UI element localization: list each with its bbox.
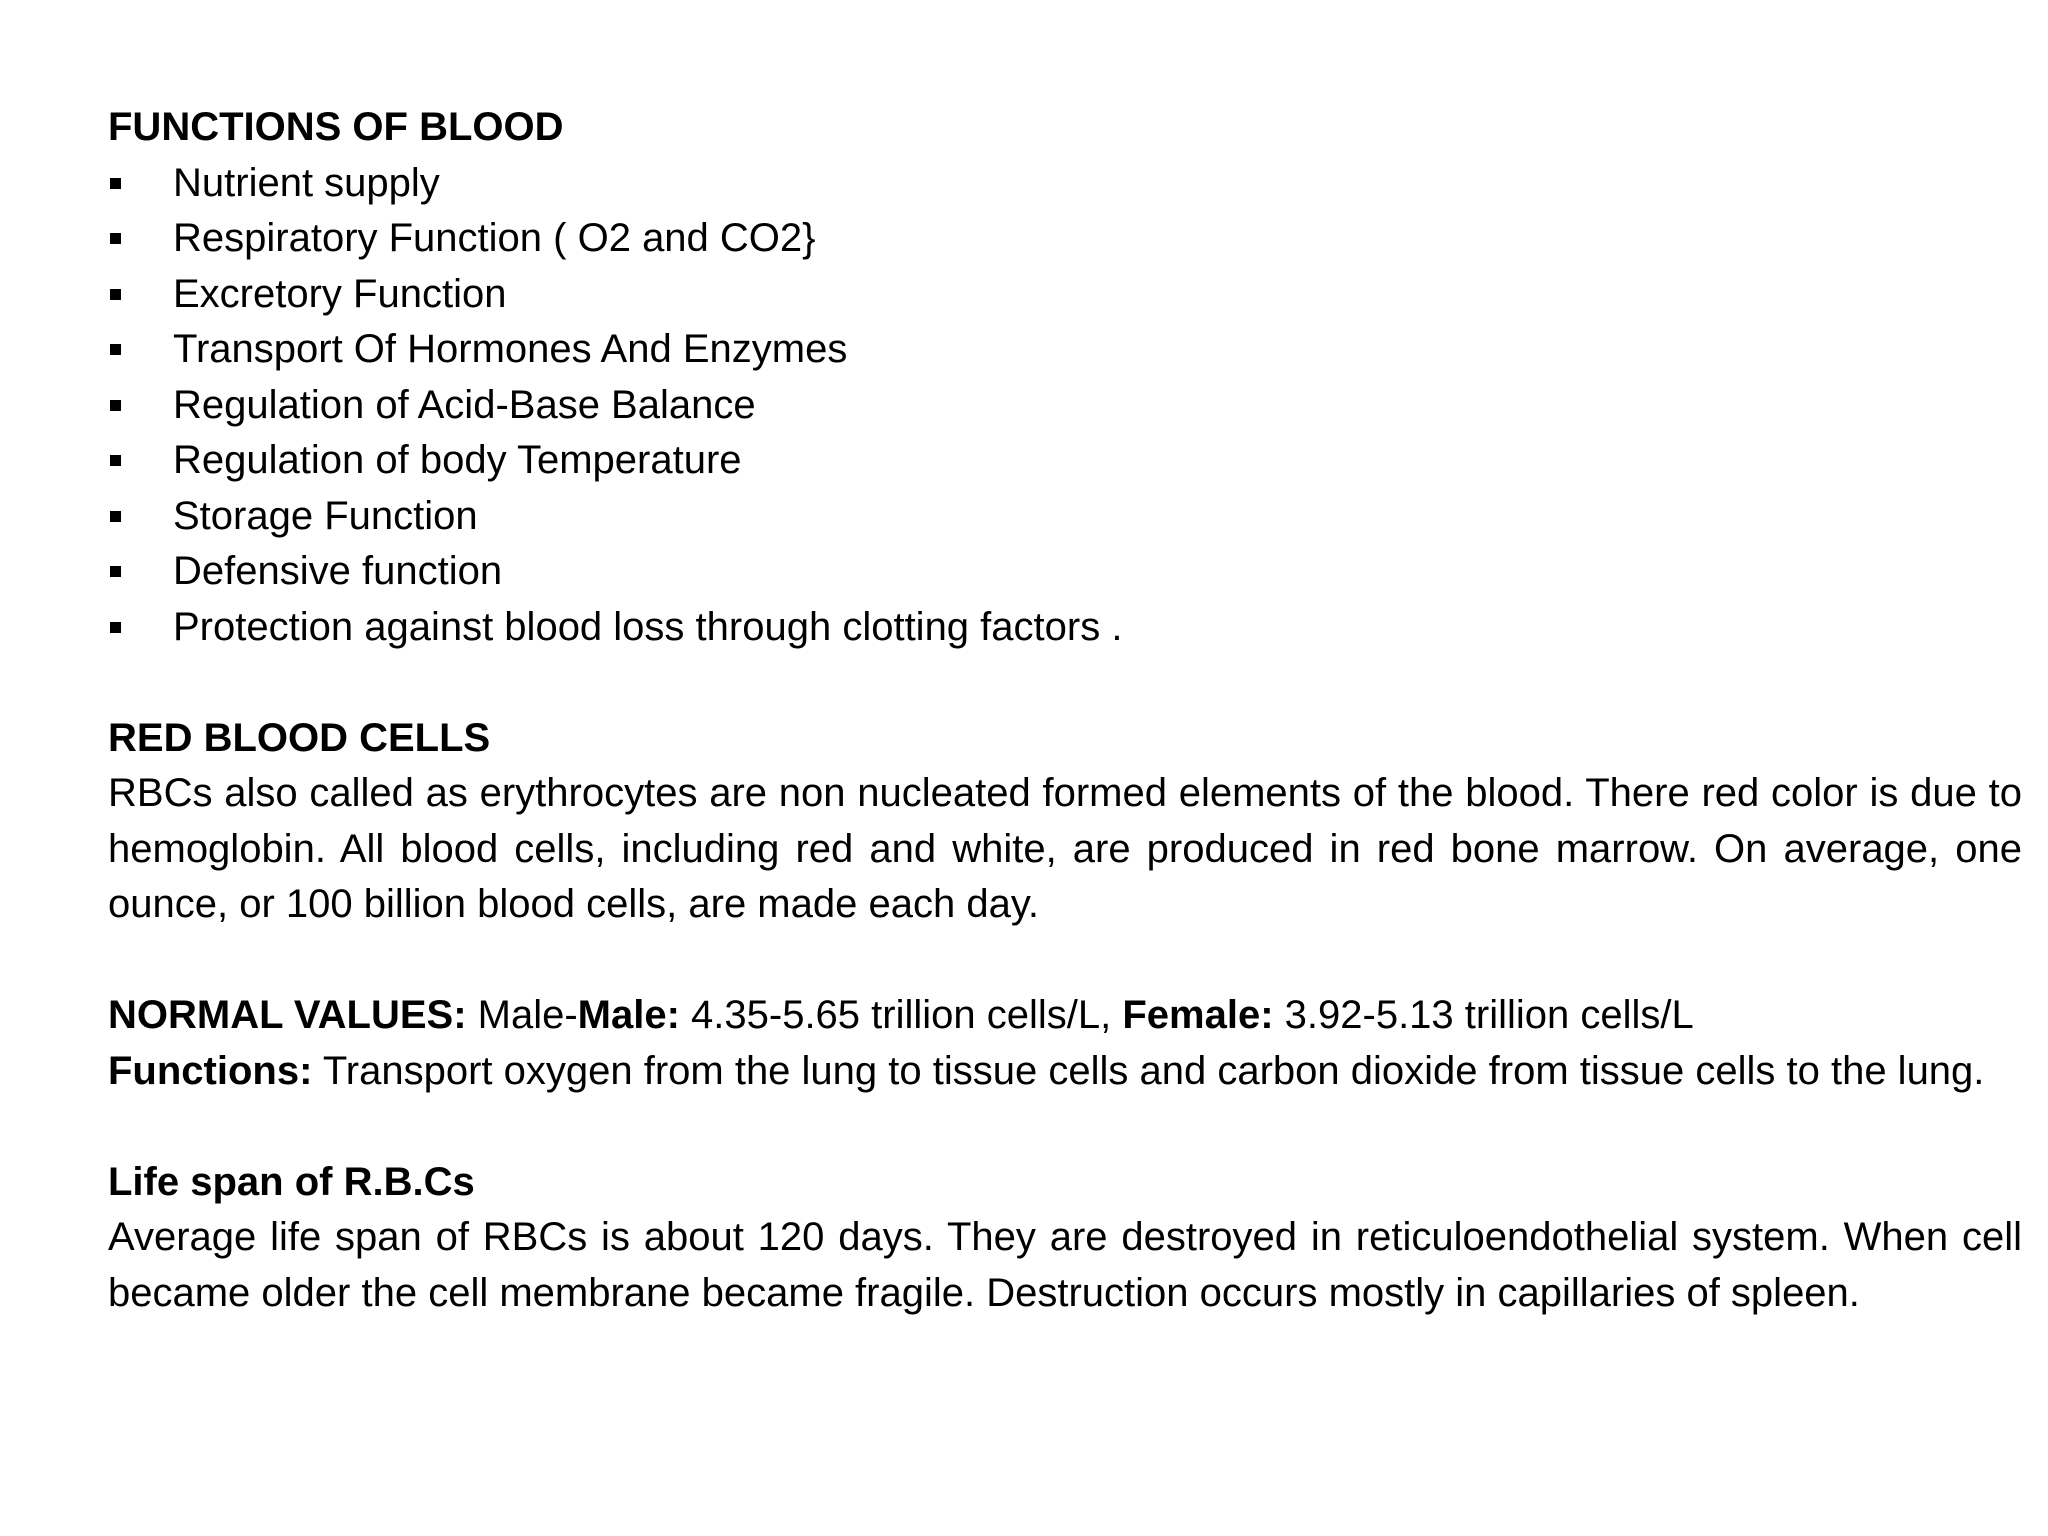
list-item: Defensive function: [108, 544, 2022, 600]
functions-list: [108, 156, 2022, 656]
slide-content: [108, 100, 2022, 1321]
square-bullet-icon: [110, 511, 121, 522]
rbc-heading: RED BLOOD CELLS: [108, 715, 491, 760]
lifespan-paragraph: Average life span of RBCs is about 120 days. They are destroyed in reticuloendothelial system. When cell became older the cell membrane became fragile. Destruction occurs mostly in capillaries of spleen.: [108, 1215, 2022, 1315]
male-label: Male:: [577, 993, 680, 1037]
normal-values-label: NORMAL VALUES:: [108, 993, 467, 1037]
square-bullet-icon: [110, 400, 121, 411]
square-bullet-icon: [110, 344, 121, 355]
rbc-functions-paragraph: [108, 1044, 2022, 1100]
female-value: 3.92-5.13 trillion cells/L: [1273, 993, 1694, 1037]
list-item: Protection against blood loss through clotting factors .: [108, 600, 2022, 656]
spacer: [108, 1099, 2022, 1155]
normal-values-prefix: Male-: [466, 993, 578, 1037]
list-item: Excretory Function: [108, 267, 2022, 323]
list-item: Respiratory Function ( O2 and CO2}: [108, 211, 2022, 267]
male-value: 4.35-5.65 trillion cells/L,: [679, 993, 1112, 1037]
square-bullet-icon: [110, 455, 121, 466]
list-item: Regulation of body Temperature: [108, 433, 2022, 489]
list-item: Transport Of Hormones And Enzymes: [108, 322, 2022, 378]
spacer: [108, 655, 2022, 711]
normal-values-line: [108, 988, 2022, 1044]
list-item: Nutrient supply: [108, 156, 2022, 212]
square-bullet-icon: [110, 566, 121, 577]
functions-heading: FUNCTIONS OF BLOOD: [108, 105, 564, 149]
rbc-functions-label: Functions:: [108, 1048, 313, 1093]
list-item: Storage Function: [108, 489, 2022, 545]
square-bullet-icon: [110, 289, 121, 300]
rbc-functions-text: Transport oxygen from the lung to tissue cells and carbon dioxide from tissue cells to the lung.: [312, 1048, 1985, 1093]
square-bullet-icon: [110, 178, 121, 189]
lifespan-heading: Life span of R.B.Cs: [108, 1159, 475, 1204]
square-bullet-icon: [110, 233, 121, 244]
rbc-paragraph: RBCs also called as erythrocytes are non nucleated formed elements of the blood. There red color is due to hemoglobin. All blood cells, including red and white, are produced in red bone marrow. On average, one ounce, or 100 billion blood cells, are made each day.: [108, 771, 2022, 926]
square-bullet-icon: [110, 622, 121, 633]
list-item: Regulation of Acid-Base Balance: [108, 378, 2022, 434]
female-label: Female:: [1122, 993, 1274, 1037]
spacer: [108, 933, 2022, 989]
